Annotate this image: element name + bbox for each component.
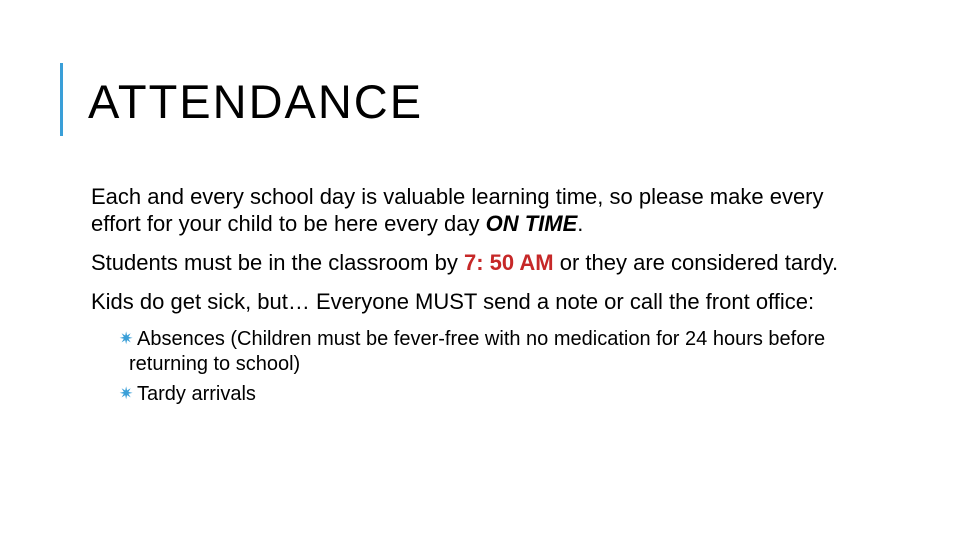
- paragraph-on-time-text: Each and every school day is valuable learning time, so please make every effort for your child to be here every day: [91, 184, 824, 236]
- paragraph-sick: [91, 288, 851, 315]
- list-item-absences-text: Absences (Children must be fever-free with no medication for 24 hours before returning to school): [129, 328, 826, 375]
- slide-title: ATTENDANCE: [88, 75, 424, 128]
- paragraph-tardy-end: or they are considered tardy.: [553, 250, 839, 275]
- star-burst-icon: ✷: [119, 384, 134, 404]
- list-item-tardy: [91, 382, 851, 407]
- start-time-highlight: 7: 50 AM: [463, 250, 554, 275]
- list-item-absences: [91, 327, 851, 377]
- on-time-emphasis: ON TIME: [485, 211, 578, 236]
- list-item-tardy-text: Tardy arrivals: [137, 383, 256, 405]
- title-accent-bar: [60, 63, 63, 136]
- paragraph-sick-text: Kids do get sick, but… Everyone MUST send a note or call the front office:: [91, 289, 815, 314]
- paragraph-on-time-end: .: [577, 211, 584, 236]
- notice-reasons-list: [91, 327, 851, 407]
- slide-body: [91, 183, 851, 412]
- paragraph-on-time: [91, 183, 851, 237]
- paragraph-tardy: [91, 249, 851, 276]
- paragraph-tardy-text: Students must be in the classroom by: [91, 250, 464, 275]
- star-burst-icon: ✷: [119, 329, 134, 349]
